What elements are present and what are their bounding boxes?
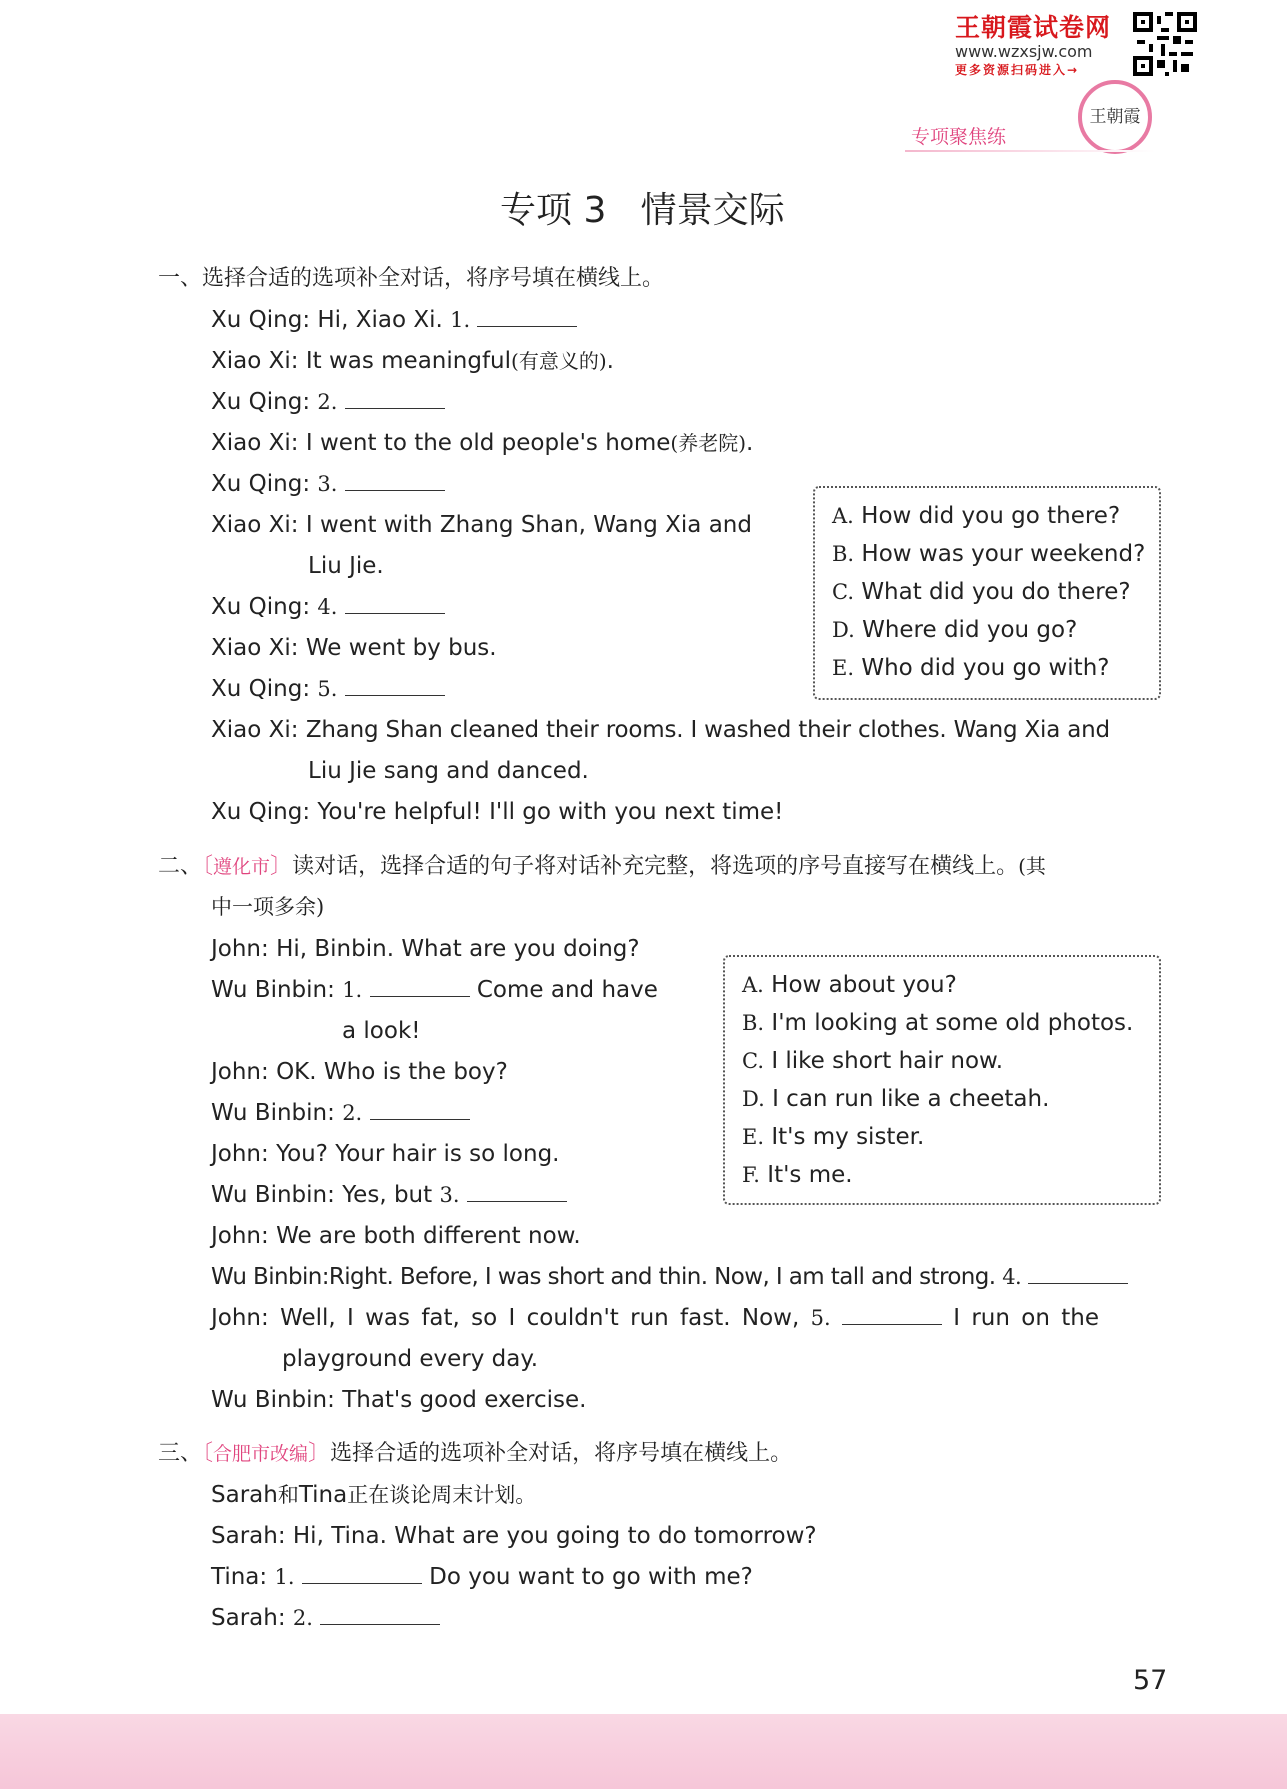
line-text: I went with Zhang Shan, Wang Xia and: [305, 512, 752, 538]
option-letter: C.: [832, 580, 854, 604]
line-text: We are both different now.: [276, 1223, 581, 1249]
answer-blank-1[interactable]: [302, 1561, 422, 1584]
dialogue-line: [211, 1220, 581, 1252]
page-number: 57: [1133, 1665, 1168, 1696]
option-item: [742, 1083, 1049, 1115]
dialogue-line: [211, 1138, 559, 1170]
section2-heading: [158, 850, 1046, 883]
speaker: Xiao Xi:: [211, 717, 299, 743]
dialogue-line: [211, 345, 614, 377]
speaker: Xu Qing:: [211, 799, 311, 825]
blank-number: 4.: [317, 595, 338, 619]
option-text: How about you?: [771, 972, 957, 998]
line-text: Hi, Xiao Xi.: [317, 307, 443, 333]
bottom-decoration: [0, 1714, 1287, 1789]
answer-blank-1[interactable]: [477, 304, 577, 327]
option-text: I can run like a cheetah.: [772, 1086, 1050, 1112]
dialogue-continuation: a look!: [342, 1018, 421, 1044]
blank-number: 3.: [439, 1183, 460, 1207]
context-text: 正在谈论周末计划。: [347, 1483, 537, 1507]
dialogue-line: [211, 591, 445, 623]
line-text: OK. Who is the boy?: [276, 1059, 508, 1085]
speaker: Wu Binbin:: [211, 1387, 335, 1413]
dialogue-line: [211, 1520, 817, 1552]
option-text: I'm looking at some old photos.: [771, 1010, 1134, 1036]
dialogue-line: [211, 1261, 1128, 1293]
line-text: It was meaningful: [305, 348, 512, 374]
speaker: Xiao Xi:: [211, 512, 299, 538]
speaker: Xu Qing:: [211, 307, 311, 333]
line-text-end: .: [606, 348, 614, 374]
dialogue-continuation: playground every day.: [282, 1346, 539, 1372]
option-letter: D.: [742, 1087, 765, 1111]
option-text: What did you do there?: [861, 579, 1131, 605]
context-name: Sarah: [211, 1482, 278, 1508]
option-item: [832, 614, 1077, 646]
dialogue-line: [211, 1602, 440, 1634]
brand-header: [955, 8, 1130, 78]
line-text: Do you want to go with me?: [429, 1564, 753, 1590]
dialogue-line: [211, 1179, 567, 1211]
line-text: Hi, Tina. What are you going to do tomorrow?: [292, 1523, 817, 1549]
answer-blank-5[interactable]: [842, 1302, 942, 1325]
option-text: How was your weekend?: [861, 541, 1146, 567]
option-text: How did you go there?: [861, 503, 1121, 529]
section3-number: 三、: [158, 1441, 203, 1466]
answer-blank-1[interactable]: [370, 974, 470, 997]
blank-number: 5.: [317, 677, 338, 701]
speaker: Sarah:: [211, 1523, 286, 1549]
option-item: [742, 1045, 1003, 1077]
speaker: John:: [211, 1223, 269, 1249]
section3-heading: [158, 1438, 792, 1470]
speaker: John:: [211, 936, 269, 962]
blank-number: 3.: [317, 472, 338, 496]
option-item: [742, 969, 957, 1001]
dialogue-line: [211, 509, 752, 541]
section3-heading-text: 选择合适的选项补全对话，将序号填在横线上。: [330, 1441, 793, 1466]
speaker: Xiao Xi:: [211, 348, 299, 374]
cn-note: (有意义的): [511, 349, 607, 373]
header-underline: [905, 150, 1155, 152]
speaker: Xiao Xi:: [211, 430, 299, 456]
blank-number: 1.: [342, 978, 363, 1002]
blank-number: 2.: [292, 1606, 313, 1630]
speaker: Wu Binbin:: [211, 1264, 329, 1290]
line-text: Yes, but: [342, 1182, 433, 1208]
blank-number: 2.: [317, 390, 338, 414]
speaker: Tina:: [211, 1564, 268, 1590]
speaker: John:: [211, 1141, 269, 1167]
speaker: Wu Binbin:: [211, 977, 335, 1003]
option-item: [742, 1159, 853, 1191]
dialogue-line: [211, 1561, 753, 1593]
dialogue-line: [211, 1056, 508, 1088]
cn-note: (养老院): [670, 431, 747, 455]
option-letter: C.: [742, 1049, 764, 1073]
option-text: Who did you go with?: [861, 655, 1110, 681]
tag-bracket-left: 〔: [202, 1441, 214, 1466]
dialogue-line: [211, 632, 497, 664]
speaker: John:: [211, 1305, 269, 1331]
line-text: You're helpful! I'll go with you next time!: [317, 799, 784, 825]
option-text: It's me.: [767, 1162, 853, 1188]
dialogue-line: [211, 673, 445, 705]
option-text: It's my sister.: [771, 1124, 925, 1150]
brand-url[interactable]: www.wzxsjw.com: [955, 42, 1093, 61]
answer-blank-3[interactable]: [467, 1179, 567, 1202]
answer-blank-2[interactable]: [370, 1097, 470, 1120]
option-letter: A.: [742, 973, 764, 997]
section1-heading: 一、选择合适的选项补全对话，将序号填在横线上。: [158, 266, 665, 291]
line-text: You? Your hair is so long.: [276, 1141, 560, 1167]
brand-name: 王朝霞试卷网: [955, 13, 1112, 42]
speaker: Xiao Xi:: [211, 635, 299, 661]
section-label-strip: [905, 120, 1155, 152]
dialogue-line: [211, 304, 577, 336]
section3-context: [211, 1479, 536, 1511]
source-tag: 遵化市: [213, 856, 271, 878]
dialogue-line: [211, 1384, 586, 1416]
speaker: Xu Qing:: [211, 471, 311, 497]
blank-number: 1.: [450, 308, 471, 332]
option-letter: B.: [832, 542, 855, 566]
line-text: Come and have: [476, 977, 658, 1003]
answer-blank-4[interactable]: [1028, 1261, 1128, 1284]
option-item: [832, 652, 1110, 684]
speaker: Wu Binbin:: [211, 1100, 335, 1126]
answer-blank-5[interactable]: [345, 673, 445, 696]
speaker: Xu Qing:: [211, 676, 311, 702]
line-text: Zhang Shan cleaned their rooms. I washed their clothes. Wang Xia and: [305, 717, 1110, 743]
speaker: Xu Qing:: [211, 594, 311, 620]
dialogue-continuation: Liu Jie.: [308, 553, 384, 579]
line-text: Well, I was fat, so I couldn't run fast. Now,: [280, 1305, 800, 1331]
qr-code-icon[interactable]: [1133, 12, 1197, 76]
dialogue-line: [211, 974, 658, 1006]
speaker: John:: [211, 1059, 269, 1085]
option-item: [832, 538, 1145, 570]
dialogue-line: [211, 468, 445, 500]
line-text-end: .: [746, 430, 754, 456]
option-item: [742, 1121, 924, 1153]
tag-bracket-left: 〔: [202, 854, 214, 879]
tag-bracket-right: 〕: [308, 1441, 331, 1466]
option-text: I like short hair now.: [771, 1048, 1004, 1074]
line-text-end: I run on the: [953, 1305, 1099, 1331]
dialogue-continuation: Liu Jie sang and danced.: [308, 758, 589, 784]
dialogue-line: [211, 796, 783, 828]
blank-number: 1.: [274, 1565, 295, 1589]
blank-number: 4.: [1002, 1265, 1022, 1289]
option-letter: E.: [742, 1125, 765, 1149]
option-letter: B.: [742, 1011, 765, 1035]
page-title: 专项 3 情景交际: [500, 190, 785, 231]
dialogue-line: [211, 714, 1110, 746]
speaker: Xu Qing:: [211, 389, 311, 415]
answer-blank-3[interactable]: [345, 468, 445, 491]
section2-heading-cont: 中一项多余): [211, 895, 325, 919]
tag-bracket-right: 〕: [270, 854, 293, 879]
option-item: [832, 576, 1131, 608]
line-text: Hi, Binbin. What are you doing?: [276, 936, 640, 962]
option-item: [742, 1007, 1133, 1039]
dialogue-line: [211, 427, 753, 459]
line-text: Right. Before, I was short and thin. Now, I am tall and strong.: [328, 1264, 996, 1290]
blank-number: 5.: [810, 1306, 831, 1330]
option-letter: F.: [742, 1163, 760, 1187]
option-letter: A.: [832, 504, 854, 528]
speaker: Wu Binbin:: [211, 1182, 335, 1208]
scan-text: 更多资源扫码进入→: [955, 63, 1080, 77]
option-text: Where did you go?: [862, 617, 1078, 643]
option-letter: D.: [832, 618, 855, 642]
context-name: Tina: [298, 1482, 348, 1508]
section-label: 专项聚焦练: [911, 126, 1007, 148]
source-tag: 合肥市改编: [213, 1443, 309, 1465]
dialogue-line: [211, 933, 640, 965]
context-text: 和: [277, 1483, 299, 1507]
line-text: We went by bus.: [305, 635, 497, 661]
dialogue-line: [211, 1302, 1099, 1334]
dialogue-line: [211, 1097, 470, 1129]
line-text: That's good exercise.: [342, 1387, 587, 1413]
line-text: I went to the old people's home: [305, 430, 671, 456]
section2-heading-text: 读对话，选择合适的句子将对话补充完整，将选项的序号直接写在横线上。: [292, 854, 1019, 879]
logo-text: 王朝霞: [1089, 107, 1141, 127]
option-item: [832, 500, 1120, 532]
answer-blank-2[interactable]: [345, 386, 445, 409]
answer-blank-2[interactable]: [320, 1602, 440, 1625]
option-letter: E.: [832, 656, 855, 680]
answer-blank-4[interactable]: [345, 591, 445, 614]
dialogue-line: [211, 386, 445, 418]
speaker: Sarah:: [211, 1605, 286, 1631]
heading-note: (其: [1018, 854, 1046, 878]
section2-number: 二、: [158, 854, 203, 879]
blank-number: 2.: [342, 1101, 363, 1125]
